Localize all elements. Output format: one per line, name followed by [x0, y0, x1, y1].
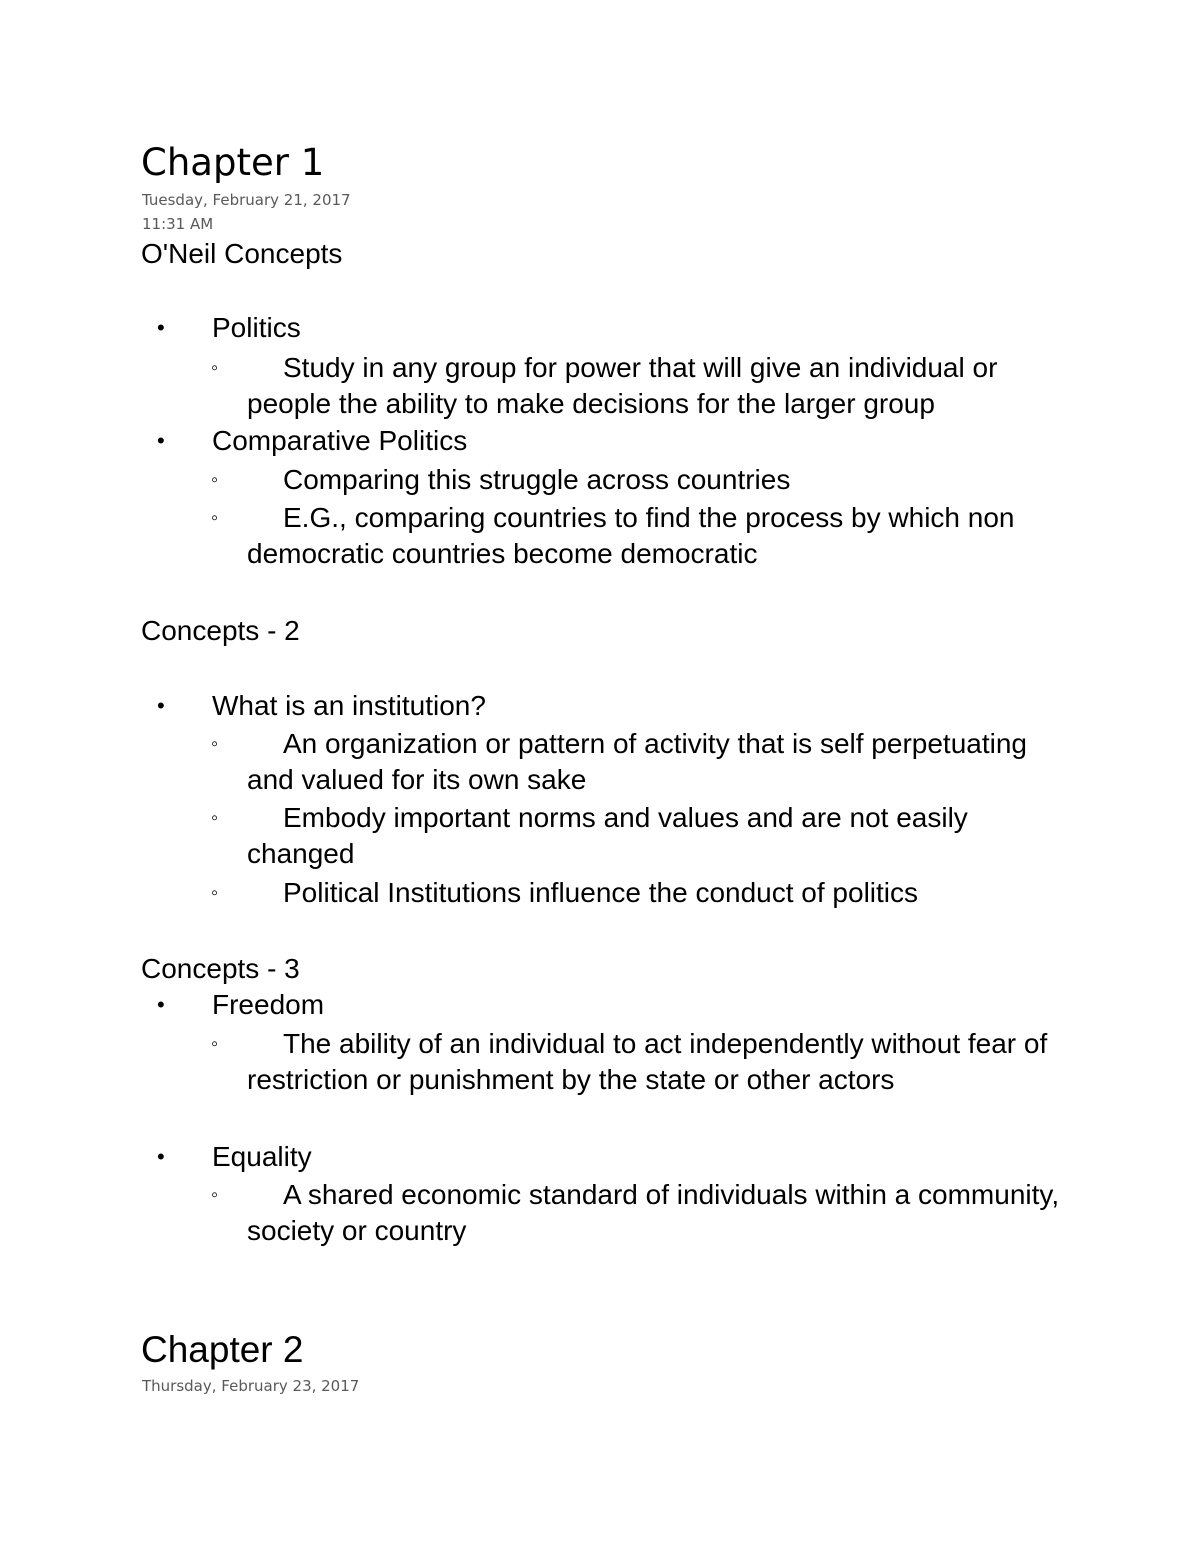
- list-item-label: What is an institution?: [212, 690, 486, 721]
- sub-bullet-icon: ◦: [211, 469, 219, 491]
- chapter-1-time: 11:31 AM: [142, 215, 214, 233]
- section-heading: Concepts - 3: [141, 953, 300, 984]
- chapter-1-title: Chapter 1: [141, 141, 325, 184]
- chapter-2-date: Thursday, February 23, 2017: [142, 1377, 360, 1395]
- bullet-icon: •: [157, 1144, 165, 1169]
- sub-bullet-icon: ◦: [211, 882, 219, 904]
- sub-list-item-text: Political Institutions influence the conduct of politics: [283, 877, 919, 908]
- bullet-icon: •: [157, 428, 165, 453]
- sub-list-item-text: Embody important norms and values and are not easily changed: [247, 802, 968, 869]
- sub-bullet-icon: ◦: [211, 357, 219, 379]
- sub-list-item-text: Comparing this struggle across countries: [283, 464, 791, 495]
- bullet-icon: •: [157, 992, 165, 1017]
- sub-list-item-text: An organization or pattern of activity that is self perpetuating and valued for its own sake: [247, 728, 1027, 795]
- list-item-label: Equality: [212, 1141, 312, 1172]
- bullet-icon: •: [157, 315, 165, 340]
- chapter-2-title: Chapter 2: [141, 1329, 304, 1370]
- sub-bullet-icon: ◦: [211, 733, 219, 755]
- list-item-label: Freedom: [212, 989, 325, 1020]
- sub-bullet-icon: ◦: [211, 807, 219, 829]
- sub-list-item-text: The ability of an individual to act independently without fear of restriction or punishment by the state or other actors: [247, 1028, 1048, 1095]
- sub-bullet-icon: ◦: [211, 507, 219, 529]
- sub-list-item-text: E.G., comparing countries to find the process by which non democratic countries become democratic: [247, 502, 1015, 569]
- section-heading: O'Neil Concepts: [141, 238, 343, 269]
- sub-bullet-icon: ◦: [211, 1033, 219, 1055]
- sub-list-item-text: A shared economic standard of individuals within a community, society or country: [247, 1179, 1060, 1246]
- chapter-1-date: Tuesday, February 21, 2017: [142, 191, 351, 209]
- sub-list-item-text: Study in any group for power that will give an individual or people the ability to make decisions for the larger group: [247, 352, 998, 419]
- list-item-label: Politics: [212, 312, 301, 343]
- list-item-label: Comparative Politics: [212, 425, 468, 456]
- section-heading: Concepts - 2: [141, 615, 300, 646]
- bullet-icon: •: [157, 693, 165, 718]
- sub-bullet-icon: ◦: [211, 1184, 219, 1206]
